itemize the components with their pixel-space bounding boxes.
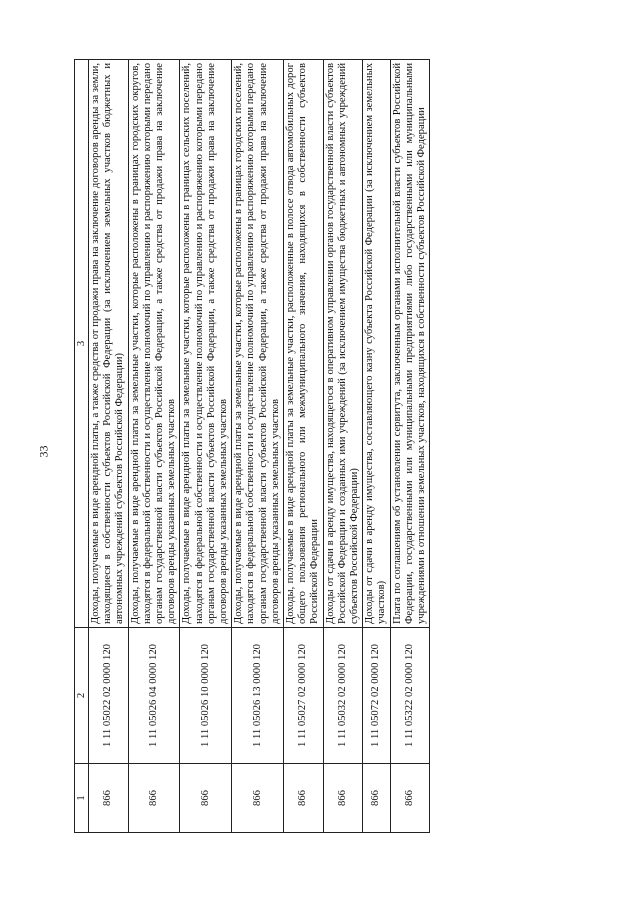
table-row bbox=[180, 60, 232, 833]
admin-code-cell: 866 bbox=[180, 764, 232, 833]
admin-code-cell: 866 bbox=[363, 764, 390, 833]
revenue-name-cell: Доходы, получаемые в виде арендной платы за земельные участки, расположенные в полосе отвода автомобильных дорог общего пользования регионального или межмуниципального значения, находящихся в собственности субъектов Российской Федерации bbox=[284, 60, 324, 628]
budget-code-cell: 1 11 05032 02 0000 120 bbox=[323, 628, 363, 764]
column-header-admin: 1 bbox=[75, 764, 89, 833]
admin-code-cell: 866 bbox=[89, 764, 129, 833]
budget-code-cell: 1 11 05026 13 0000 120 bbox=[232, 628, 284, 764]
budget-code-cell: 1 11 05072 02 0000 120 bbox=[363, 628, 390, 764]
budget-code-cell: 1 11 05027 02 0000 120 bbox=[284, 628, 324, 764]
revenue-name-cell: Доходы, получаемые в виде арендной платы за земельные участки, которые расположены в границах сельских поселений, находятся в федеральной собственности и осуществление полномочий по управлению и распоряжению которыми передано органам государственной власти субъектов Российской Федерации, а также средства от продажи права на заключение договоров аренды указанных земельных участков bbox=[180, 60, 232, 628]
table-row bbox=[89, 60, 129, 833]
admin-code-cell: 866 bbox=[323, 764, 363, 833]
admin-code-cell: 866 bbox=[284, 764, 324, 833]
table-row bbox=[284, 60, 324, 833]
revenue-name-cell: Доходы от сдачи в аренду имущества, находящегося в оперативном управлении органов государственной власти субъектов Российской Федерации и созданных ими учреждений (за исключением имущества бюджетных и автономных учреждений субъектов Российской Федерации) bbox=[323, 60, 363, 628]
column-header-name: 3 bbox=[75, 60, 89, 628]
table-header-row bbox=[75, 60, 89, 833]
table-row bbox=[128, 60, 180, 833]
column-header-code: 2 bbox=[75, 628, 89, 764]
budget-code-cell: 1 11 05026 04 0000 120 bbox=[128, 628, 180, 764]
revenue-name-cell: Доходы, получаемые в виде арендной платы за земельные участки, которые расположены в границах городских поселений, находятся в федеральной собственности и осуществление полномочий по управлению и распоряжению которыми передано органам государственной власти субъектов Российской Федерации, а также средства от продажи права на заключение договоров аренды указанных земельных участков bbox=[232, 60, 284, 628]
revenue-name-cell: Доходы от сдачи в аренду имущества, составляющего казну субъекта Российской Федерации (за исключением земельных участков) bbox=[363, 60, 390, 628]
budget-code-cell: 1 11 05322 02 0000 120 bbox=[390, 628, 430, 764]
table-row bbox=[323, 60, 363, 833]
page-number: 33 bbox=[36, 445, 51, 458]
admin-code-cell: 866 bbox=[128, 764, 180, 833]
rotated-table-container bbox=[74, 60, 565, 833]
table-row bbox=[232, 60, 284, 833]
table-row bbox=[363, 60, 390, 833]
budget-code-cell: 1 11 05026 10 0000 120 bbox=[180, 628, 232, 764]
admin-code-cell: 866 bbox=[232, 764, 284, 833]
table-row bbox=[390, 60, 430, 833]
admin-code-cell: 866 bbox=[390, 764, 430, 833]
budget-code-cell: 1 11 05022 02 0000 120 bbox=[89, 628, 129, 764]
revenue-name-cell: Доходы, получаемые в виде арендной платы, а также средства от продажи права на заключение договоров аренды за земли, находящиеся в собственности субъектов Российской Федерации (за исключением земельных участков бюджетных и автономных учреждений субъектов Российской Федерации) bbox=[89, 60, 129, 628]
revenue-name-cell: Плата по соглашениям об установлении сервитута, заключенным органами исполнительной власти субъектов Российской Федерации, государственными или муниципальными предприятиями либо государственными или муниципальными учреждениями в отношении земельных участков, находящихся в собственности субъектов Российской Федерации bbox=[390, 60, 430, 628]
revenue-codes-table bbox=[74, 59, 430, 833]
revenue-name-cell: Доходы, получаемые в виде арендной платы за земельные участки, которые расположены в границах городских округов, находятся в федеральной собственности и осуществление полномочий по управлению и распоряжению которыми передано органам государственной власти субъектов Российской Федерации, а также средства от продажи права на заключение договоров аренды указанных земельных участков bbox=[128, 60, 180, 628]
